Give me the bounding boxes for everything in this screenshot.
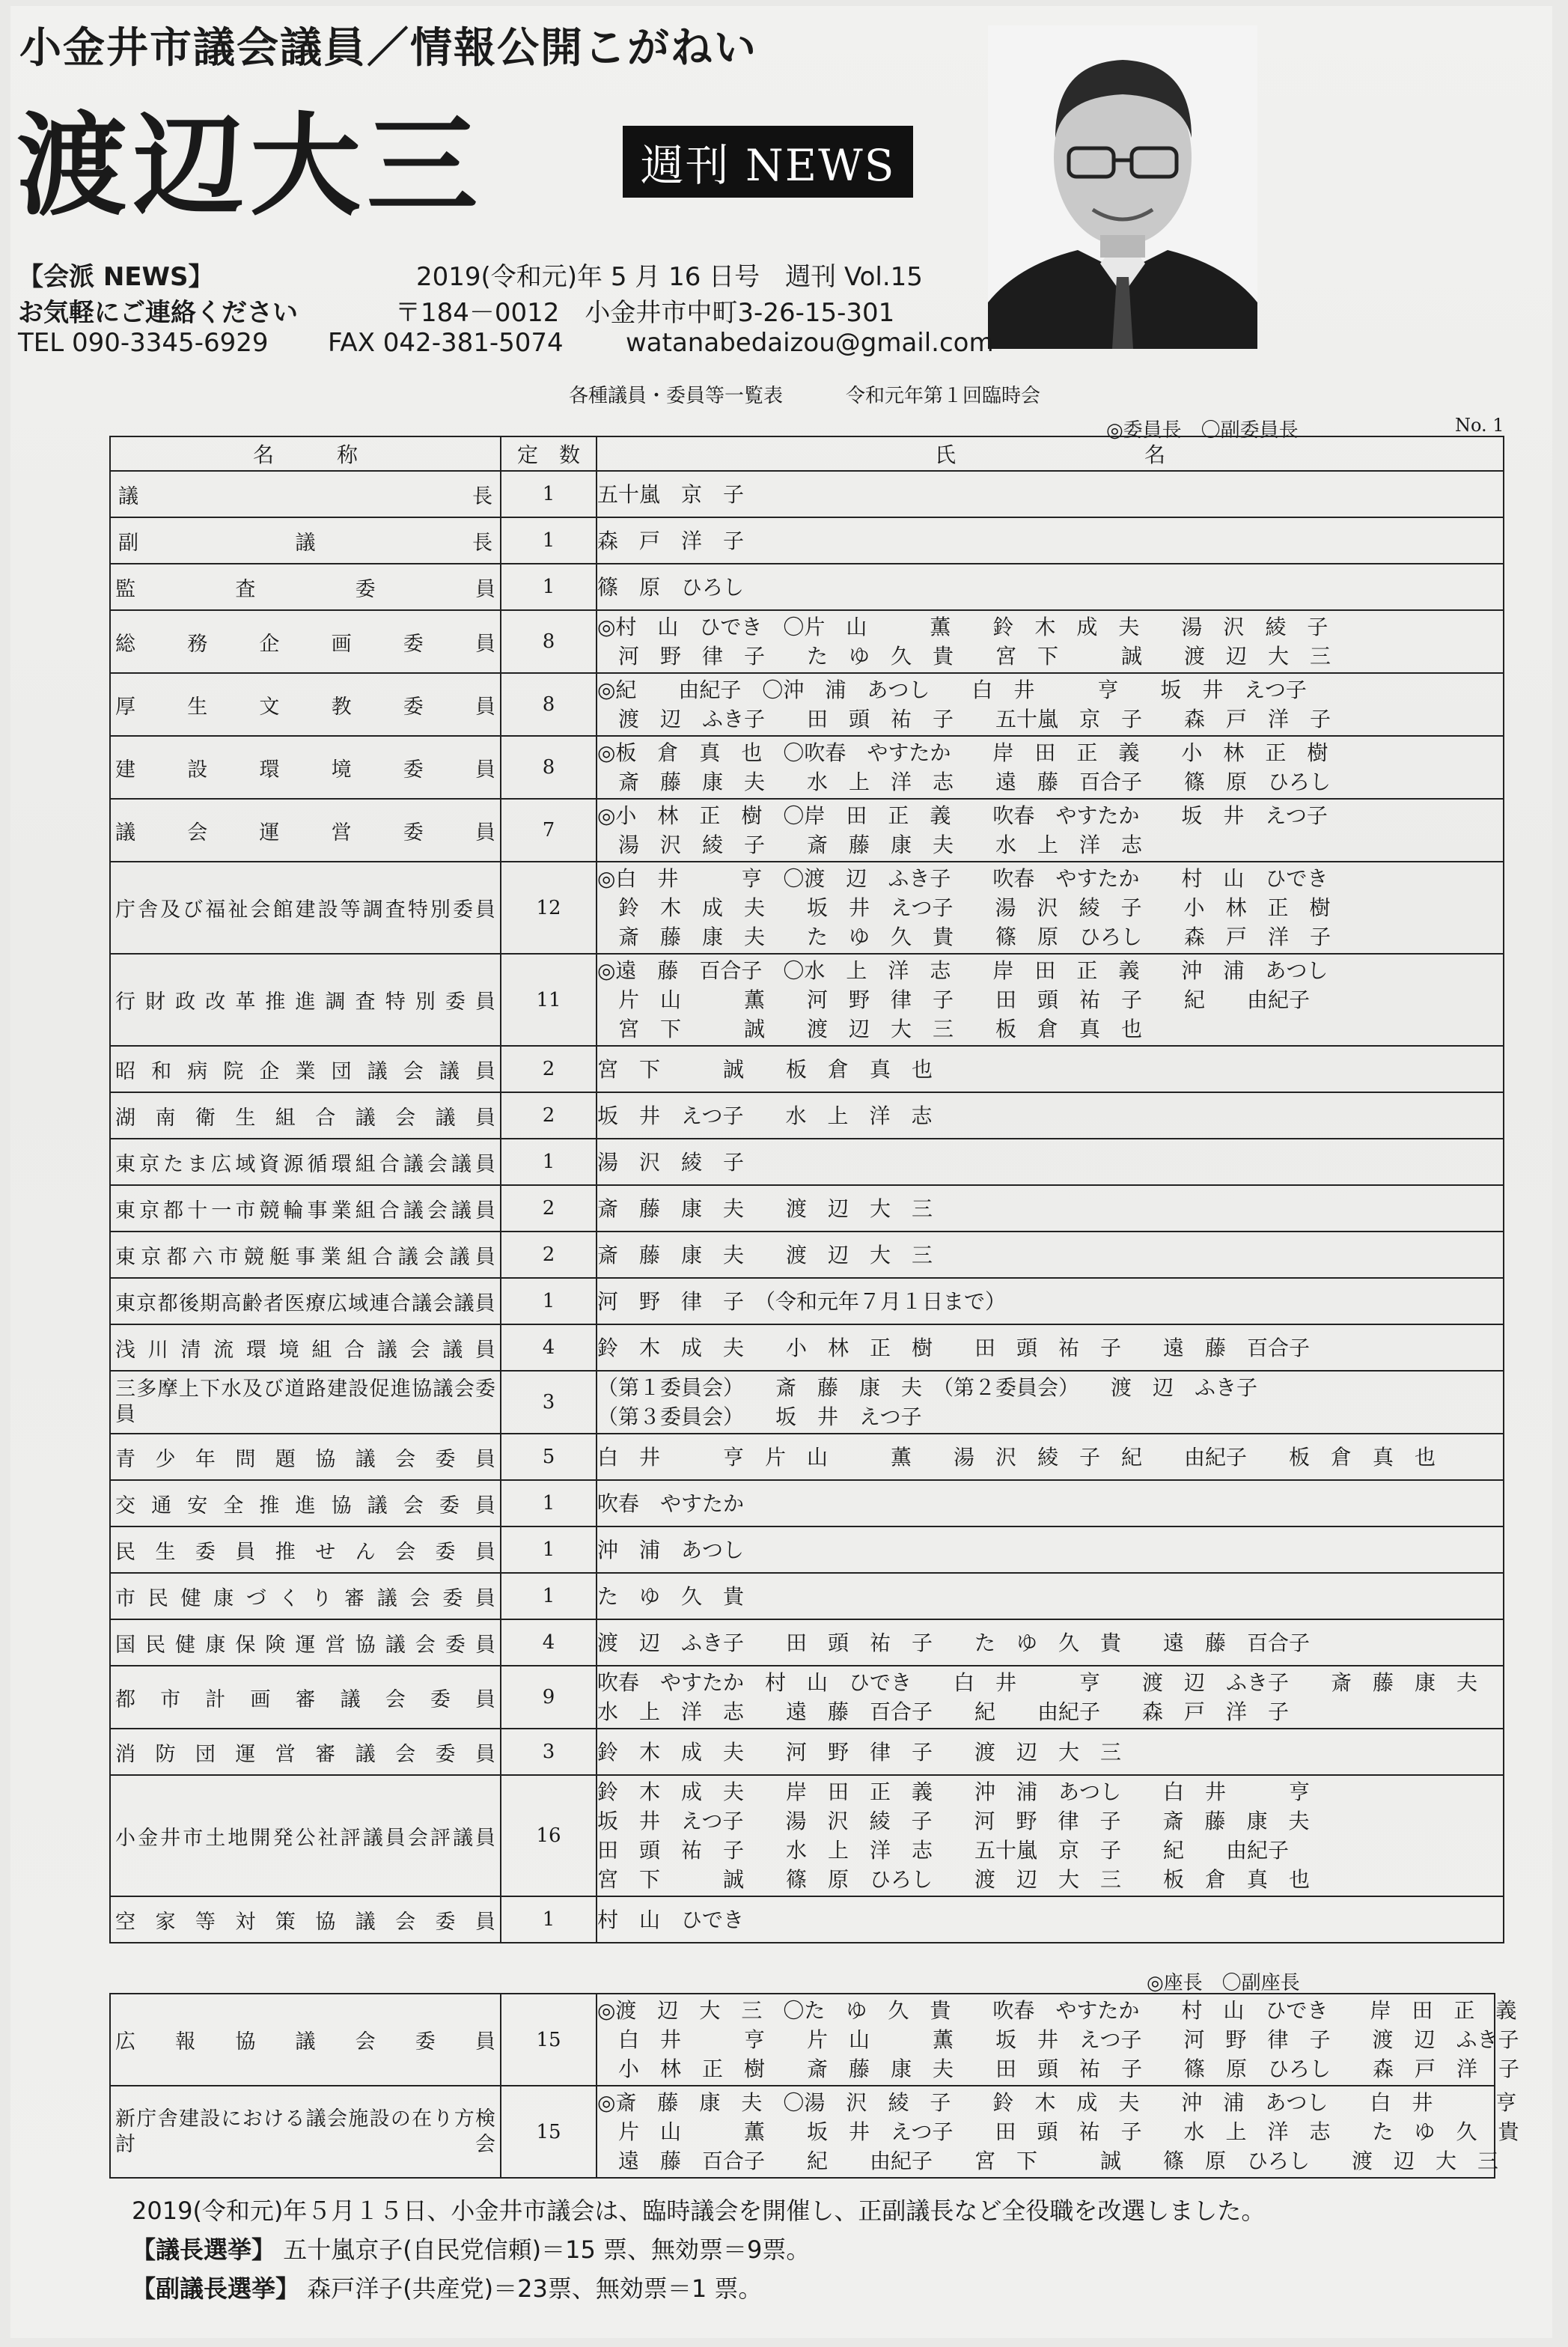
member-line: 沖 浦 あつし <box>597 1537 745 1562</box>
committee-name <box>110 610 501 673</box>
member-line: （第３委員会） 坂 井 えつ子 <box>597 1404 922 1429</box>
member-list <box>597 1480 1504 1526</box>
member-line: 鈴 木 成 夫 河 野 律 子 渡 辺 大 三 <box>597 1739 1122 1765</box>
committee-name <box>110 517 501 564</box>
member-line: ◎板 倉 真 也 〇吹春 やすたか 岸 田 正 義 小 林 正 樹 <box>597 740 1328 765</box>
speaker-election-label: 【議長選挙】 <box>132 2235 276 2264</box>
contact-invite: お気軽にご連絡ください <box>18 298 298 328</box>
seat-count: 8 <box>501 736 597 799</box>
member-list <box>597 1994 1520 2086</box>
member-line: 田 頭 祐 子 水 上 洋 志 五十嵐 京 子 紀 由紀子 <box>597 1838 1290 1863</box>
member-list <box>597 2086 1519 2178</box>
member-line: 村 山 ひでき <box>597 1907 745 1932</box>
committee-name: 新庁舎建設における議会施設の在り方検討会 <box>110 2086 501 2178</box>
table-row <box>110 1139 1504 1185</box>
committee-name-text: 青 少 年 問 題 協 議 会 委 員 <box>115 1447 495 1471</box>
member-line: 宮 下 誠 渡 辺 大 三 板 倉 真 也 <box>597 1017 1143 1041</box>
member-line: 河 野 律 子 （令和元年７月１日まで） <box>597 1288 1007 1314</box>
member-list <box>597 1324 1504 1371</box>
seat-count: 2 <box>501 1092 597 1139</box>
member-line: 森 戸 洋 子 <box>597 528 745 553</box>
seat-count: 15 <box>501 2086 597 2178</box>
member-line: 河 野 律 子 た ゆ 久 貴 宮 下 誠 渡 辺 大 三 <box>597 644 1331 669</box>
member-line: 湯 沢 綾 子 斎 藤 康 夫 水 上 洋 志 <box>597 832 1143 857</box>
committee-name-text: 建 設 環 境 委 員 <box>115 758 495 782</box>
committee-name <box>110 1139 501 1185</box>
vice-speaker-election <box>132 2270 762 2304</box>
committee-name <box>110 1619 501 1666</box>
committee-name-text: 国 民 健 康 保 険 運 営 協 議 会 委 員 <box>115 1633 495 1657</box>
office-address: 〒184－0012 小金井市中町3-26-15-301 <box>395 298 895 328</box>
committee-name-text: 議 会 運 営 委 員 <box>115 821 495 844</box>
faction-news-label: 【会派 NEWS】 <box>18 262 214 292</box>
committee-name-text: 庁 舎 及 び 福 祉 会 館 建 設 等 調 査 特 別 委 員 <box>115 898 495 922</box>
committee-name-text: 東 京 都 後 期 高 齢 者 医 療 広 域 連 合 議 会 議 員 <box>115 1291 495 1315</box>
member-list <box>597 736 1504 799</box>
committee-roster-table <box>109 436 1504 1943</box>
committee-name: 三多摩上下水及び道路建設促進協議会委員 <box>110 1371 501 1434</box>
committee-name-text: 空 家 等 対 策 協 議 会 委 員 <box>115 1910 495 1934</box>
chair-legend-2: ◎座長 〇副座長 <box>1147 1972 1300 1994</box>
councilor-portrait <box>988 25 1257 349</box>
committee-name <box>110 1278 501 1324</box>
seat-count: 1 <box>501 1896 597 1943</box>
fax-number: FAX 042-381-5074 <box>328 328 564 358</box>
member-line: 五十嵐 京 子 <box>597 481 745 507</box>
member-line: 鈴 木 成 夫 坂 井 えつ子 湯 沢 綾 子 小 林 正 樹 <box>597 895 1331 920</box>
member-line: 吹春 やすたか 村 山 ひでき 白 井 亨 渡 辺 ふき子 斎 藤 康 夫 <box>597 1670 1478 1695</box>
member-line: た ゆ 久 貴 <box>597 1583 745 1609</box>
committee-name <box>110 564 501 610</box>
member-list <box>597 1573 1504 1619</box>
table-row <box>110 1185 1504 1232</box>
committee-name-text: 厚 生 文 教 委 員 <box>115 695 495 719</box>
member-line: 宮 下 誠 板 倉 真 也 <box>597 1056 933 1082</box>
committee-name-text: 小 金 井 市 土 地 開 発 公 社 評 議 員 会 評 議 員 <box>115 1826 495 1850</box>
member-line: 白 井 亨 片 山 薫 湯 沢 綾 子 紀 由紀子 板 倉 真 也 <box>597 1444 1436 1470</box>
committee-name <box>110 1896 501 1943</box>
member-line: 鈴 木 成 夫 小 林 正 樹 田 頭 祐 子 遠 藤 百合子 <box>597 1335 1311 1360</box>
member-line: ◎白 井 亨 〇渡 辺 ふき子 吹春 やすたか 村 山 ひでき <box>597 866 1328 891</box>
member-line: 坂 井 えつ子 水 上 洋 志 <box>597 1103 933 1128</box>
committee-name-text: 東 京 都 十 一 市 競 輪 事 業 組 合 議 会 議 員 <box>115 1199 495 1223</box>
member-list <box>597 564 1504 610</box>
member-line: ◎遠 藤 百合子 〇水 上 洋 志 岸 田 正 義 沖 浦 あつし <box>597 958 1328 983</box>
member-list <box>597 799 1504 862</box>
member-list <box>597 1139 1504 1185</box>
seat-count: 2 <box>501 1185 597 1232</box>
table-row <box>110 1573 1504 1619</box>
table-row <box>110 1324 1504 1371</box>
seat-count: 1 <box>501 1278 597 1324</box>
member-list <box>597 1185 1504 1232</box>
committee-name <box>110 1185 501 1232</box>
roster-title: 各種議員・委員等一覧表 <box>569 385 784 407</box>
member-list <box>597 673 1504 736</box>
session-label: 令和元年第１回臨時会 <box>846 385 1041 407</box>
seat-count: 3 <box>501 1371 597 1434</box>
committee-name <box>110 736 501 799</box>
seat-count: 15 <box>501 1994 597 2086</box>
vice-speaker-election-result: 森戸洋子(共産党)＝23票、無効票＝1 票。 <box>307 2274 763 2303</box>
member-list <box>597 1526 1504 1573</box>
seat-count: 8 <box>501 610 597 673</box>
seat-count: 1 <box>501 1139 597 1185</box>
committee-name-text: 広 報 協 議 会 委 員 <box>115 2030 495 2054</box>
table-row <box>110 517 1504 564</box>
member-list <box>597 1232 1504 1278</box>
committee-name <box>110 1092 501 1139</box>
member-list <box>597 1371 1504 1434</box>
member-list <box>597 1666 1504 1729</box>
member-line: 吹春 やすたか <box>597 1491 745 1516</box>
member-line: 斎 藤 康 夫 渡 辺 大 三 <box>597 1242 933 1267</box>
seat-count: 1 <box>501 564 597 610</box>
member-list <box>597 471 1504 517</box>
member-line: 斎 藤 康 夫 水 上 洋 志 遠 藤 百合子 篠 原 ひろし <box>597 770 1331 794</box>
seat-count: 1 <box>501 517 597 564</box>
member-line: ◎斎 藤 康 夫 〇湯 沢 綾 子 鈴 木 成 夫 沖 浦 あつし 白 井 亨 <box>597 2090 1517 2115</box>
member-line: ◎村 山 ひでき 〇片 山 薫 鈴 木 成 夫 湯 沢 綾 子 <box>597 615 1328 639</box>
member-line: 斎 藤 康 夫 た ゆ 久 貴 篠 原 ひろし 森 戸 洋 子 <box>597 925 1331 949</box>
table-row <box>110 1994 1495 2086</box>
committee-name <box>110 1046 501 1092</box>
table-row <box>110 1434 1504 1480</box>
committee-name-text: 議 長 <box>118 484 492 508</box>
seat-count: 11 <box>501 954 597 1046</box>
committee-name-text: 民 生 委 員 推 せ ん 会 委 員 <box>115 1540 495 1564</box>
committee-name <box>110 673 501 736</box>
committee-name-text: 副 議 長 <box>118 531 492 555</box>
member-list <box>597 862 1504 954</box>
member-line: 渡 辺 ふき子 田 頭 祐 子 五十嵐 京 子 森 戸 洋 子 <box>597 707 1331 731</box>
member-list <box>597 610 1504 673</box>
seat-count: 8 <box>501 673 597 736</box>
committee-name <box>110 1775 501 1896</box>
committee-name <box>110 1232 501 1278</box>
table-row <box>110 471 1504 517</box>
seat-count: 7 <box>501 799 597 862</box>
member-line: 斎 藤 康 夫 渡 辺 大 三 <box>597 1196 933 1221</box>
committee-name-text: 湖 南 衛 生 組 合 議 会 議 員 <box>115 1106 495 1130</box>
committee-name <box>110 1324 501 1371</box>
issue-date: 2019(令和元)年 5 月 16 日号 週刊 Vol.15 <box>416 262 923 292</box>
member-list <box>597 1775 1504 1896</box>
table-row <box>110 1092 1504 1139</box>
table-row <box>110 1896 1504 1943</box>
member-line: （第１委員会） 斎 藤 康 夫 （第２委員会） 渡 辺 ふき子 <box>597 1375 1258 1400</box>
seat-count: 12 <box>501 862 597 954</box>
seat-count: 1 <box>501 1526 597 1573</box>
table-row <box>110 1775 1504 1896</box>
committee-name <box>110 1666 501 1729</box>
council-body-table <box>109 1993 1520 2179</box>
table-row <box>110 1729 1504 1775</box>
roster-header-row <box>110 436 1504 471</box>
table-row <box>110 799 1504 862</box>
member-line: 篠 原 ひろし <box>597 574 745 600</box>
committee-name <box>110 954 501 1046</box>
member-list <box>597 1046 1504 1092</box>
committee-name <box>110 471 501 517</box>
committee-name-text: 消 防 団 運 営 審 議 会 委 員 <box>115 1742 495 1766</box>
committee-name-text: 昭 和 病 院 企 業 団 議 会 議 員 <box>115 1059 495 1083</box>
seat-count: 9 <box>501 1666 597 1729</box>
committee-name-text: 監 査 委 員 <box>115 577 495 601</box>
member-line: ◎小 林 正 樹 〇岸 田 正 義 吹春 やすたか 坂 井 えつ子 <box>597 803 1328 828</box>
table-row <box>110 1666 1504 1729</box>
seat-count: 3 <box>501 1729 597 1775</box>
committee-name <box>110 799 501 862</box>
member-line: 水 上 洋 志 遠 藤 百合子 紀 由紀子 森 戸 洋 子 <box>597 1699 1290 1724</box>
vice-speaker-election-label: 【副議長選挙】 <box>132 2274 300 2303</box>
seat-count: 4 <box>501 1619 597 1666</box>
member-list <box>597 1278 1504 1324</box>
member-line: 坂 井 えつ子 湯 沢 綾 子 河 野 律 子 斎 藤 康 夫 <box>597 1809 1310 1833</box>
newsletter-subtitle: 小金井市議会議員／情報公開こがねい <box>19 24 757 73</box>
committee-name-text: 総 務 企 画 委 員 <box>115 632 495 656</box>
table-row <box>110 862 1504 954</box>
committee-name-text: 行 財 政 改 革 推 進 調 査 特 別 委 員 <box>115 990 495 1014</box>
seat-count: 4 <box>501 1324 597 1371</box>
table-row <box>110 736 1504 799</box>
seat-count: 1 <box>501 1480 597 1526</box>
committee-name-text: 東 京 都 六 市 競 艇 事 業 組 合 議 会 議 員 <box>115 1245 495 1269</box>
member-line: 遠 藤 百合子 紀 由紀子 宮 下 誠 篠 原 ひろし 渡 辺 大 三 <box>597 2149 1499 2173</box>
committee-name <box>110 1526 501 1573</box>
table-row <box>110 1278 1504 1324</box>
committee-name-text: 都 市 計 画 審 議 会 委 員 <box>115 1687 495 1711</box>
seat-count: 2 <box>501 1232 597 1278</box>
table-row <box>110 1526 1504 1573</box>
seat-count: 5 <box>501 1434 597 1480</box>
committee-name <box>110 1573 501 1619</box>
seat-count: 1 <box>501 1573 597 1619</box>
member-line: 白 井 亨 片 山 薫 坂 井 えつ子 河 野 律 子 渡 辺 ふき子 <box>597 2027 1519 2052</box>
committee-name <box>110 1729 501 1775</box>
committee-name-text: 東 京 た ま 広 域 資 源 循 環 組 合 議 会 議 員 <box>115 1152 495 1176</box>
header-name: 名 称 <box>110 436 501 471</box>
weekly-news-badge: 週刊 NEWS <box>623 126 913 198</box>
speaker-election-result: 五十嵐京子(自民党信頼)＝15 票、無効票＝9票。 <box>283 2235 811 2264</box>
portrait-image <box>988 25 1257 349</box>
member-list <box>597 1896 1504 1943</box>
header-members: 氏 名 <box>597 436 1504 471</box>
member-list <box>597 1434 1504 1480</box>
member-line: 宮 下 誠 篠 原 ひろし 渡 辺 大 三 板 倉 真 也 <box>597 1867 1311 1892</box>
committee-name <box>110 1994 501 2086</box>
councilor-name: 渡辺大三 <box>16 102 483 231</box>
member-line: 渡 辺 ふき子 田 頭 祐 子 た ゆ 久 貴 遠 藤 百合子 <box>597 1630 1311 1655</box>
page-number: No. 1 <box>1455 415 1504 436</box>
email-address: watanabedaizou@gmail.com <box>626 328 994 358</box>
chair-legend: ◎委員長 〇副委員長 <box>1106 419 1299 442</box>
seat-count: 1 <box>501 471 597 517</box>
table-row <box>110 673 1504 736</box>
member-line: ◎紀 由紀子 〇沖 浦 あつし 白 井 亨 坂 井 えつ子 <box>597 678 1307 702</box>
seat-count: 16 <box>501 1775 597 1896</box>
table-row <box>110 1232 1504 1278</box>
speaker-election <box>132 2231 810 2265</box>
table-row <box>110 1619 1504 1666</box>
member-list <box>597 1619 1504 1666</box>
member-line: 小 林 正 樹 斎 藤 康 夫 田 頭 祐 子 篠 原 ひろし 森 戸 洋 子 <box>597 2057 1520 2081</box>
member-line: 湯 沢 綾 子 <box>597 1149 745 1175</box>
election-summary: 2019(令和元)年５月１５日、小金井市議会は、臨時議会を開催し、正副議長など全役職を改選しました。 <box>132 2197 1266 2225</box>
member-list <box>597 1729 1504 1775</box>
member-list <box>597 1092 1504 1139</box>
member-list <box>597 517 1504 564</box>
table-row <box>110 564 1504 610</box>
member-line: 片 山 薫 河 野 律 子 田 頭 祐 子 紀 由紀子 <box>597 987 1311 1012</box>
table-row <box>110 954 1504 1046</box>
committee-name-text: 浅 川 清 流 環 境 組 合 議 会 議 員 <box>115 1338 495 1362</box>
table-row <box>110 1371 1504 1434</box>
member-line: 片 山 薫 坂 井 えつ子 田 頭 祐 子 水 上 洋 志 た ゆ 久 貴 <box>597 2119 1519 2144</box>
committee-name <box>110 862 501 954</box>
member-list <box>597 954 1504 1046</box>
seat-count: 2 <box>501 1046 597 1092</box>
committee-name-text: 交 通 安 全 推 進 協 議 会 委 員 <box>115 1494 495 1518</box>
committee-name <box>110 1480 501 1526</box>
table-row <box>110 1480 1504 1526</box>
committee-name <box>110 1434 501 1480</box>
committee-name-text: 市 民 健 康 づ く り 審 議 会 委 員 <box>115 1586 495 1610</box>
table-row <box>110 1046 1504 1092</box>
header-count: 定 数 <box>501 436 597 471</box>
table-row <box>110 2086 1495 2178</box>
phone-number: TEL 090-3345-6929 <box>18 328 269 358</box>
table-row <box>110 610 1504 673</box>
member-line: ◎渡 辺 大 三 〇た ゆ 久 貴 吹春 やすたか 村 山 ひでき 岸 田 正 義 <box>597 1998 1517 2023</box>
member-line: 鈴 木 成 夫 岸 田 正 義 沖 浦 あつし 白 井 亨 <box>597 1780 1311 1804</box>
